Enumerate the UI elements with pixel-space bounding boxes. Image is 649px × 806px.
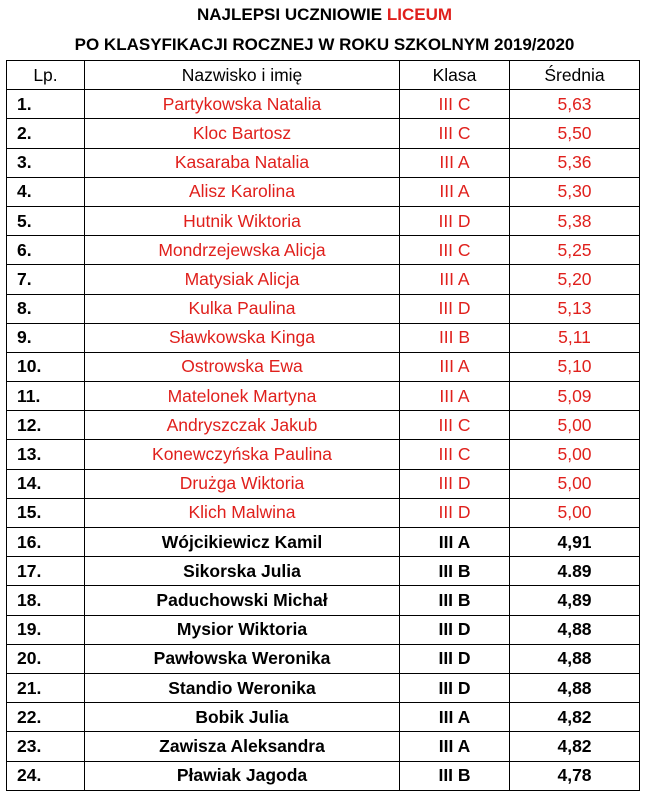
row-lp: 10. xyxy=(7,352,85,381)
row-average: 5,09 xyxy=(510,382,640,411)
row-average: 4,91 xyxy=(510,528,640,557)
table-row xyxy=(7,411,640,440)
row-average: 5,00 xyxy=(510,498,640,527)
row-name: Paduchowski Michał xyxy=(85,586,400,615)
row-klasa: III D xyxy=(400,206,510,235)
row-name: Hutnik Wiktoria xyxy=(85,206,400,235)
row-klasa: III D xyxy=(400,469,510,498)
row-average: 5,00 xyxy=(510,469,640,498)
table-row xyxy=(7,469,640,498)
row-name: Kasaraba Natalia xyxy=(85,148,400,177)
table-header-row xyxy=(7,61,640,90)
row-name: Matelonek Martyna xyxy=(85,382,400,411)
row-average: 5,25 xyxy=(510,236,640,265)
row-average: 5,13 xyxy=(510,294,640,323)
row-klasa: III D xyxy=(400,673,510,702)
row-klasa: III C xyxy=(400,90,510,119)
row-average: 4,82 xyxy=(510,732,640,761)
row-average: 5,38 xyxy=(510,206,640,235)
row-klasa: III C xyxy=(400,236,510,265)
row-klasa: III D xyxy=(400,644,510,673)
row-klasa: III C xyxy=(400,119,510,148)
row-lp: 14. xyxy=(7,469,85,498)
row-klasa: III A xyxy=(400,703,510,732)
row-klasa: III D xyxy=(400,615,510,644)
row-average: 5,10 xyxy=(510,352,640,381)
table-row xyxy=(7,644,640,673)
row-lp: 23. xyxy=(7,732,85,761)
row-lp: 2. xyxy=(7,119,85,148)
row-lp: 9. xyxy=(7,323,85,352)
ranking-table xyxy=(6,60,640,791)
row-name: Kulka Paulina xyxy=(85,294,400,323)
row-name: Sławkowska Kinga xyxy=(85,323,400,352)
row-average: 5,00 xyxy=(510,411,640,440)
row-name: Matysiak Alicja xyxy=(85,265,400,294)
header-lp: Lp. xyxy=(7,61,85,90)
row-klasa: III B xyxy=(400,323,510,352)
row-average: 5,00 xyxy=(510,440,640,469)
row-average: 4.89 xyxy=(510,557,640,586)
row-name: Mondrzejewska Alicja xyxy=(85,236,400,265)
row-name: Andryszczak Jakub xyxy=(85,411,400,440)
title-highlight: LICEUM xyxy=(386,5,453,24)
row-klasa: III A xyxy=(400,265,510,294)
row-klasa: III D xyxy=(400,498,510,527)
table-row xyxy=(7,382,640,411)
row-klasa: III D xyxy=(400,294,510,323)
row-klasa: III A xyxy=(400,528,510,557)
header-average: Średnia xyxy=(510,61,640,90)
row-name: Zawisza Aleksandra xyxy=(85,732,400,761)
table-row xyxy=(7,323,640,352)
row-name: Drużga Wiktoria xyxy=(85,469,400,498)
title-prefix: NAJLEPSI UCZNIOWIE xyxy=(196,5,387,24)
table-row xyxy=(7,294,640,323)
table-row xyxy=(7,615,640,644)
row-name: Klich Malwina xyxy=(85,498,400,527)
table-row xyxy=(7,352,640,381)
row-name: Standio Weronika xyxy=(85,673,400,702)
row-lp: 16. xyxy=(7,528,85,557)
table-row xyxy=(7,761,640,790)
row-lp: 17. xyxy=(7,557,85,586)
table-row xyxy=(7,498,640,527)
table-row xyxy=(7,119,640,148)
table-row xyxy=(7,265,640,294)
row-klasa: III A xyxy=(400,352,510,381)
row-klasa: III A xyxy=(400,148,510,177)
row-klasa: III A xyxy=(400,177,510,206)
row-name: Sikorska Julia xyxy=(85,557,400,586)
table-row xyxy=(7,206,640,235)
row-lp: 6. xyxy=(7,236,85,265)
row-name: Bobik Julia xyxy=(85,703,400,732)
row-lp: 21. xyxy=(7,673,85,702)
row-name: Wójcikiewicz Kamil xyxy=(85,528,400,557)
page-title xyxy=(0,0,649,30)
row-average: 5,11 xyxy=(510,323,640,352)
row-name: Konewczyńska Paulina xyxy=(85,440,400,469)
table-row xyxy=(7,703,640,732)
table-row xyxy=(7,586,640,615)
row-name: Mysior Wiktoria xyxy=(85,615,400,644)
row-average: 5,20 xyxy=(510,265,640,294)
row-average: 5,50 xyxy=(510,119,640,148)
table-row xyxy=(7,90,640,119)
table-row xyxy=(7,177,640,206)
row-lp: 20. xyxy=(7,644,85,673)
row-lp: 3. xyxy=(7,148,85,177)
row-name: Pawłowska Weronika xyxy=(85,644,400,673)
row-lp: 12. xyxy=(7,411,85,440)
table-row xyxy=(7,557,640,586)
row-klasa: III B xyxy=(400,586,510,615)
row-average: 5,63 xyxy=(510,90,640,119)
row-klasa: III B xyxy=(400,557,510,586)
row-average: 5,30 xyxy=(510,177,640,206)
row-average: 4,88 xyxy=(510,644,640,673)
row-average: 4,78 xyxy=(510,761,640,790)
row-lp: 22. xyxy=(7,703,85,732)
row-average: 4,82 xyxy=(510,703,640,732)
table-row xyxy=(7,673,640,702)
header-name: Nazwisko i imię xyxy=(85,61,400,90)
row-klasa: III C xyxy=(400,440,510,469)
row-lp: 1. xyxy=(7,90,85,119)
header-klasa: Klasa xyxy=(400,61,510,90)
table-row xyxy=(7,148,640,177)
row-name: Alisz Karolina xyxy=(85,177,400,206)
row-lp: 19. xyxy=(7,615,85,644)
row-lp: 24. xyxy=(7,761,85,790)
row-average: 4,88 xyxy=(510,615,640,644)
row-lp: 11. xyxy=(7,382,85,411)
row-lp: 8. xyxy=(7,294,85,323)
row-lp: 7. xyxy=(7,265,85,294)
row-name: Pławiak Jagoda xyxy=(85,761,400,790)
row-klasa: III A xyxy=(400,382,510,411)
page-subtitle: PO KLASYFIKACJI ROCZNEJ W ROKU SZKOLNYM 2019/2020 xyxy=(74,35,575,54)
row-klasa: III A xyxy=(400,732,510,761)
row-average: 4,89 xyxy=(510,586,640,615)
row-klasa: III C xyxy=(400,411,510,440)
row-average: 4,88 xyxy=(510,673,640,702)
row-lp: 18. xyxy=(7,586,85,615)
row-lp: 5. xyxy=(7,206,85,235)
table-row xyxy=(7,732,640,761)
row-name: Ostrowska Ewa xyxy=(85,352,400,381)
row-name: Partykowska Natalia xyxy=(85,90,400,119)
row-average: 5,36 xyxy=(510,148,640,177)
table-row xyxy=(7,440,640,469)
row-name: Kloc Bartosz xyxy=(85,119,400,148)
table-row xyxy=(7,528,640,557)
row-lp: 4. xyxy=(7,177,85,206)
table-row xyxy=(7,236,640,265)
row-klasa: III B xyxy=(400,761,510,790)
row-lp: 13. xyxy=(7,440,85,469)
row-lp: 15. xyxy=(7,498,85,527)
